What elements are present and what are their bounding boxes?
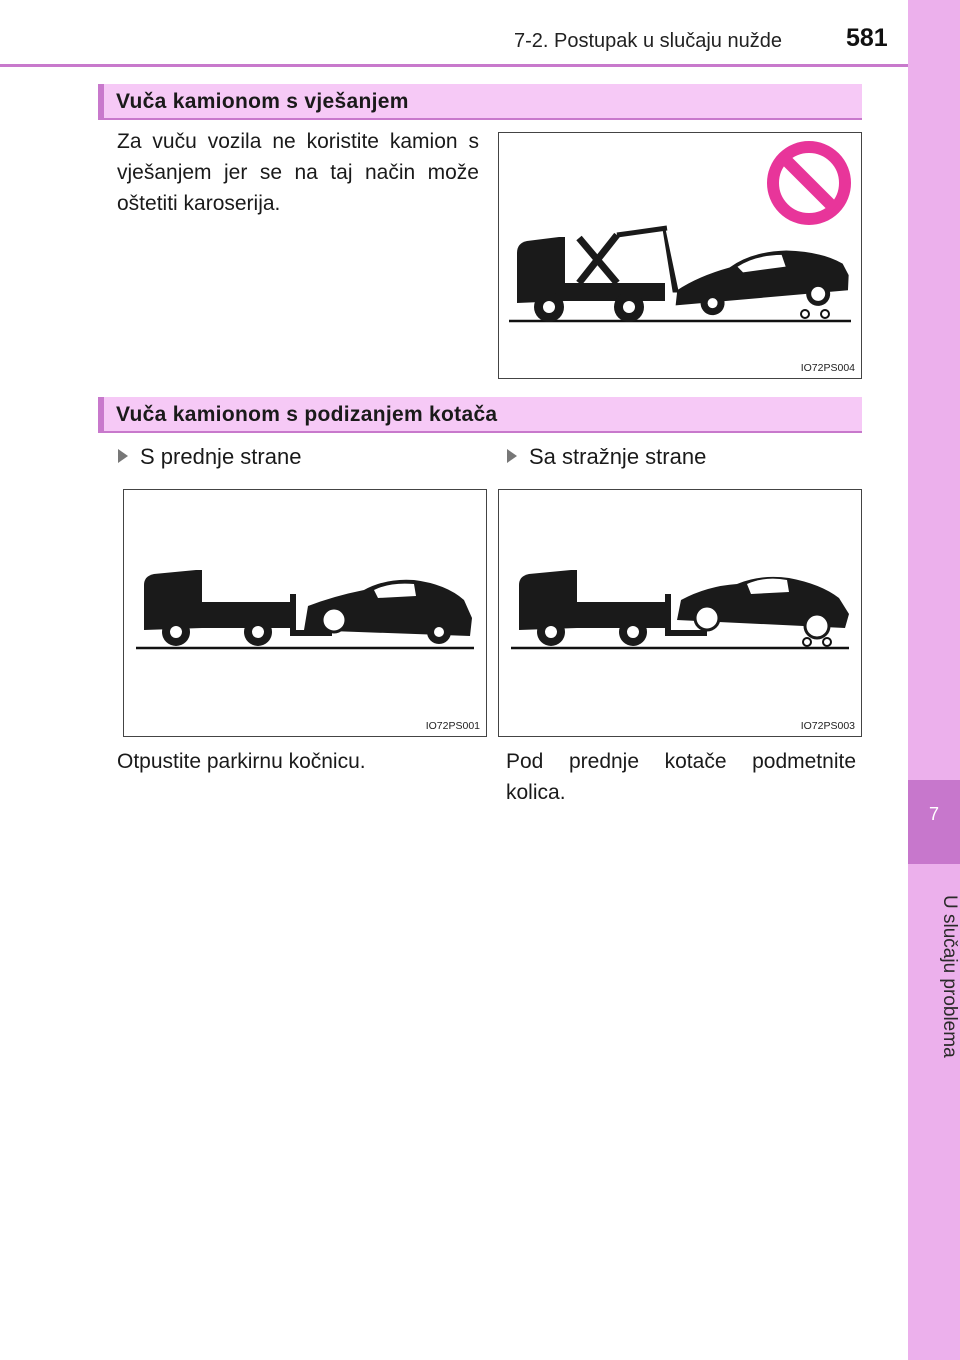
figure-rear-lift [498, 489, 862, 737]
section-heading: Vuča kamionom s podizanjem kotača [116, 403, 498, 426]
subheading-label: S prednje strane [140, 444, 302, 469]
prohibition-icon [773, 147, 845, 219]
bullet-triangle-icon [118, 449, 128, 463]
figure-code: IO72PS003 [800, 720, 855, 732]
chapter-number: 7 [928, 804, 939, 824]
towed-car-icon [672, 245, 851, 318]
towed-car-icon [677, 577, 849, 638]
chapter-label: U slučaju problema [939, 894, 960, 1058]
body-paragraph: Za vuču vozila ne koristite kamion s vješanjem jer se na taj način može oštetiti karoserija. [117, 130, 479, 215]
subheading-rear [507, 444, 706, 470]
section-heading: Vuča kamionom s vješanjem [116, 90, 409, 113]
tow-truck-icon [519, 570, 707, 646]
running-header-section: 7-2. Postupak u slučaju nužde [514, 30, 782, 52]
subheading-front [118, 444, 301, 470]
subheading-label: Sa stražnje strane [529, 444, 707, 469]
caption-front: Otpustite parkirnu kočnicu. [117, 750, 366, 773]
header-rule [0, 64, 908, 67]
chapter-number-tab [908, 780, 960, 864]
section-heading-bar [98, 397, 862, 433]
chapter-side-tab [908, 0, 960, 1360]
bullet-triangle-icon [507, 449, 517, 463]
page-number: 581 [846, 24, 888, 52]
figure-code: IO72PS001 [425, 720, 480, 732]
figure-hook-truck [498, 132, 862, 379]
tow-truck-icon [144, 570, 332, 646]
figure-front-lift [123, 489, 487, 737]
section-heading-bar [98, 84, 862, 120]
caption-rear: Pod prednje kotače podmetnite kolica. [506, 750, 856, 804]
figure-code: IO72PS004 [800, 362, 855, 374]
tow-truck-icon [517, 228, 677, 322]
